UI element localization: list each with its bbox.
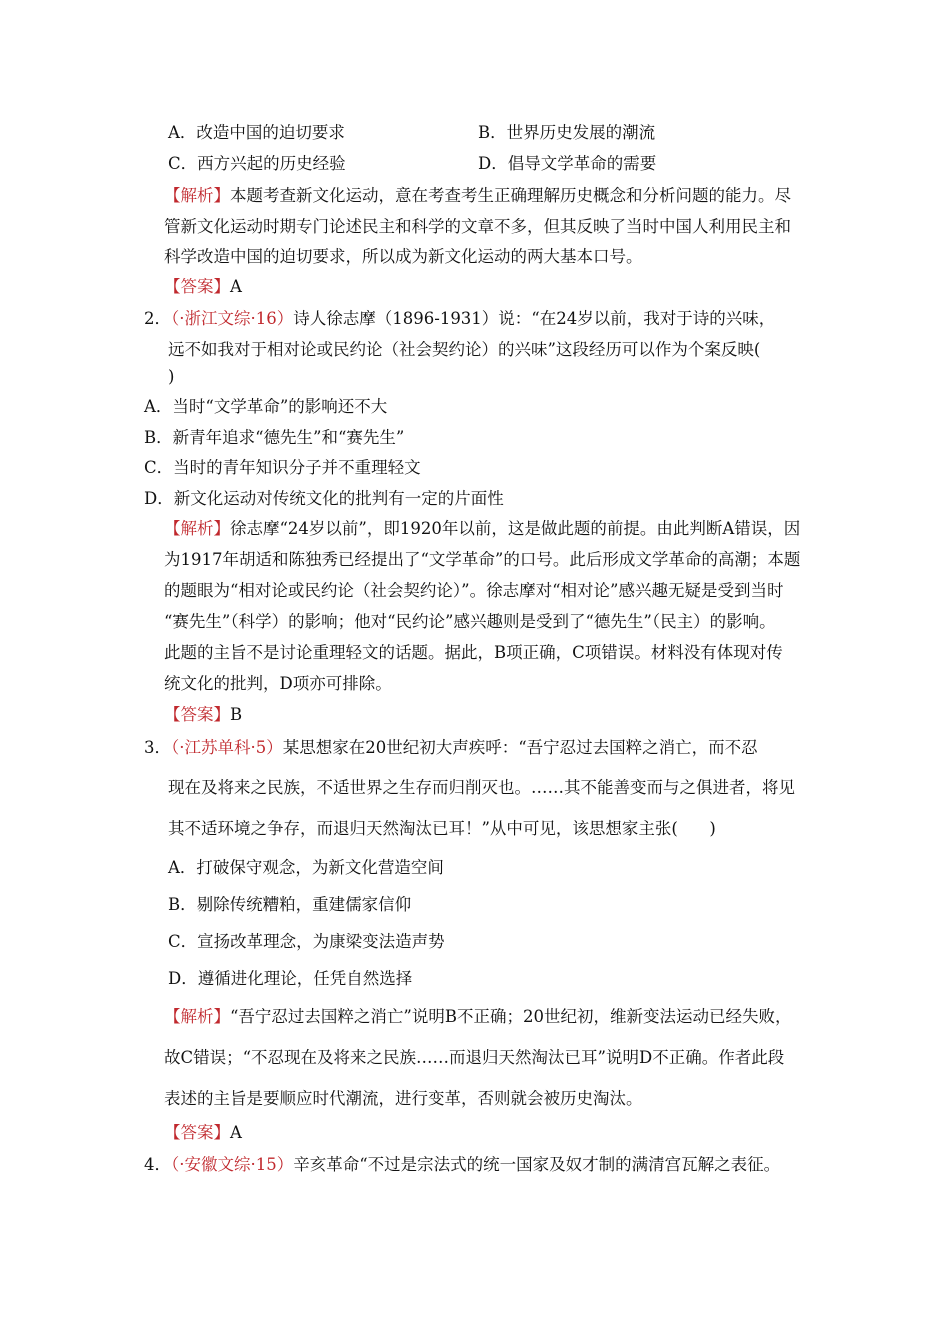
q1-answer-line (164, 276, 242, 298)
q1-analysis-tag: 【解析】 (164, 186, 230, 205)
q4-stem-text: 辛亥革命“不过是宗法式的统一国家及奴才制的满清宫瓦解之表征。 (293, 1155, 781, 1174)
q3-option-b: B．剔除传统糟粕，重建儒家信仰 (168, 895, 412, 914)
q2-stem-line-2: 远不如我对于相对论或民约论（社会契约论）的兴味”这段经历可以作为个案反映( (168, 340, 761, 359)
q3-option-a: A．打破保守观念，为新文化营造空间 (168, 858, 444, 877)
q3-analysis-line-1 (164, 1006, 792, 1028)
q1-analysis-line-1 (164, 185, 791, 207)
q3-number: 3． (144, 738, 171, 757)
q2-answer-line (164, 704, 242, 726)
q3-option-d: D．遵循进化理论，任凭自然选择 (168, 969, 413, 988)
q1-option-b: B．世界历史发展的潮流 (478, 123, 656, 142)
q3-stem-line-1 (144, 737, 758, 759)
q2-analysis-line-5: 此题的主旨不是讨论重理轻文的话题。据此，B项正确，C项错误。材料没有体现对传 (164, 643, 783, 662)
q2-analysis-line-1 (164, 518, 800, 540)
q2-answer-tag: 【答案】 (164, 705, 230, 724)
q3-stem-line-2: 现在及将来之民族，不适世界之生存而归削灭也。……其不能善变而与之俱进者，将见 (168, 778, 795, 797)
q3-source: （·江苏单科·5） (171, 738, 283, 757)
q1-answer-tag: 【答案】 (164, 277, 230, 296)
q3-analysis-text: “吾宁忍过去国粹之消亡”说明B不正确；20世纪初，维新变法运动已经失败， (230, 1007, 792, 1026)
q4-stem-line-1 (144, 1154, 780, 1176)
q2-stem-line-1 (144, 308, 775, 330)
q3-answer-tag: 【答案】 (164, 1123, 230, 1142)
q2-analysis-line-3: 的题眼为“相对论或民约论（社会契约论）”。徐志摩对“相对论”感兴趣无疑是受到当时 (164, 581, 784, 600)
q2-source: （·浙江文综·16） (171, 309, 294, 328)
q2-analysis-line-2: 为1917年胡适和陈独秀已经提出了“文学革命”的口号。此后形成文学革命的高潮；本题 (164, 550, 801, 569)
q2-analysis-line-6: 统文化的批判，D项亦可排除。 (164, 674, 392, 693)
q3-analysis-tag: 【解析】 (164, 1007, 230, 1026)
q1-analysis-text: 本题考查新文化运动，意在考查考生正确理解历史概念和分析问题的能力。尽 (230, 186, 791, 205)
q1-answer: A (230, 277, 242, 296)
q2-stem-line-3: ) (168, 367, 175, 386)
q2-option-c: C．当时的青年知识分子并不重理轻文 (144, 458, 421, 477)
q2-option-d: D．新文化运动对传统文化的批判有一定的片面性 (144, 489, 504, 508)
q4-number: 4． (144, 1155, 171, 1174)
q1-option-a: A．改造中国的迫切要求 (168, 123, 345, 142)
q2-analysis-text: 徐志摩“24岁以前”，即1920年以前，这是做此题的前提。由此判断A错误，因 (230, 519, 801, 538)
q3-analysis-line-2: 故C错误；“不忍现在及将来之民族……而退归天然淘汰已耳”说明D不正确。作者此段 (164, 1048, 785, 1067)
q2-option-b: B．新青年追求“德先生”和“赛先生” (144, 428, 405, 447)
q3-stem-line-3: 其不适环境之争存，而退归天然淘汰已耳！”从中可见，该思想家主张( ) (168, 819, 716, 838)
q2-option-a: A．当时“文学革命”的影响还不大 (144, 397, 388, 416)
q4-source: （·安徽文综·15） (171, 1155, 294, 1174)
q1-analysis-line-2: 管新文化运动时期专门论述民主和科学的文章不多，但其反映了当时中国人利用民主和 (164, 217, 791, 236)
q2-number: 2． (144, 309, 171, 328)
q1-option-c: C．西方兴起的历史经验 (168, 154, 346, 173)
q3-answer: A (230, 1123, 242, 1142)
q2-analysis-line-4: “赛先生”（科学）的影响；他对“民约论”感兴趣则是受到了“德先生”（民主）的影响。 (164, 612, 776, 631)
q1-option-d: D．倡导文学革命的需要 (478, 154, 657, 173)
q3-answer-line (164, 1122, 242, 1144)
q2-answer: B (230, 705, 243, 724)
q3-option-c: C．宣扬改革理念，为康梁变法造声势 (168, 932, 445, 951)
q1-analysis-line-3: 科学改造中国的迫切要求，所以成为新文化运动的两大基本口号。 (164, 247, 643, 266)
q3-analysis-line-3: 表述的主旨是要顺应时代潮流，进行变革，否则就会被历史淘汰。 (164, 1089, 643, 1108)
q3-stem-text: 某思想家在20世纪初大声疾呼：“吾宁忍过去国粹之消亡，而不忍 (282, 738, 758, 757)
q2-analysis-tag: 【解析】 (164, 519, 230, 538)
q2-stem-text: 诗人徐志摩（1896-1931）说：“在24岁以前，我对于诗的兴味， (293, 309, 776, 328)
